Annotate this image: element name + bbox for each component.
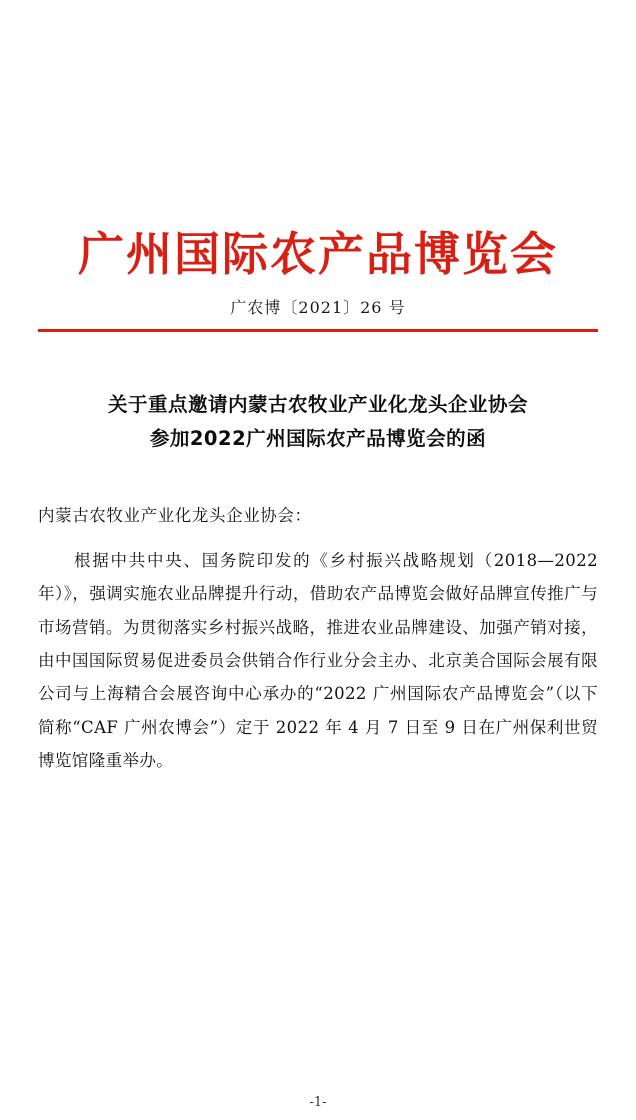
- salutation: 内蒙古农牧业产业化龙头企业协会：: [38, 506, 312, 526]
- body-paragraph-1: [38, 544, 598, 777]
- letterhead: [38, 228, 598, 281]
- document-title: [38, 388, 598, 456]
- document-title-line-2: 参加2022广州国际农产品博览会的函: [149, 427, 487, 451]
- red-divider-rule: [38, 329, 598, 332]
- paragraph-1-text: 根据中共中央、国务院印发的《乡村振兴战略规划（2018—2022年）》，强调实施农业品牌提升行动，借助农产品博览会做好品牌宣传推广与市场营销。为贯彻落实乡村振兴战略，推进农业品牌建设、加强产销对接，由中国国际贸易促进委员会供销合作行业分会主办、北京美合国际会展有限公司与上海精合会展咨询中心承办的“2022 广州国际农产品博览会”（以下简称“CAF 广州农博会”）定于 2022 年 4 月 7 日至 9 日在广州保利世贸博览馆隆重举办。: [38, 551, 598, 771]
- document-title-line-1: 关于重点邀请内蒙古农牧业产业化龙头企业协会: [107, 392, 528, 416]
- document-page: [0, 228, 636, 1120]
- page-number: -1-: [309, 1095, 327, 1110]
- document-number: 广农博〔2021〕26 号: [230, 297, 406, 317]
- letterhead-title: 广州国际农产品博览会: [78, 227, 558, 281]
